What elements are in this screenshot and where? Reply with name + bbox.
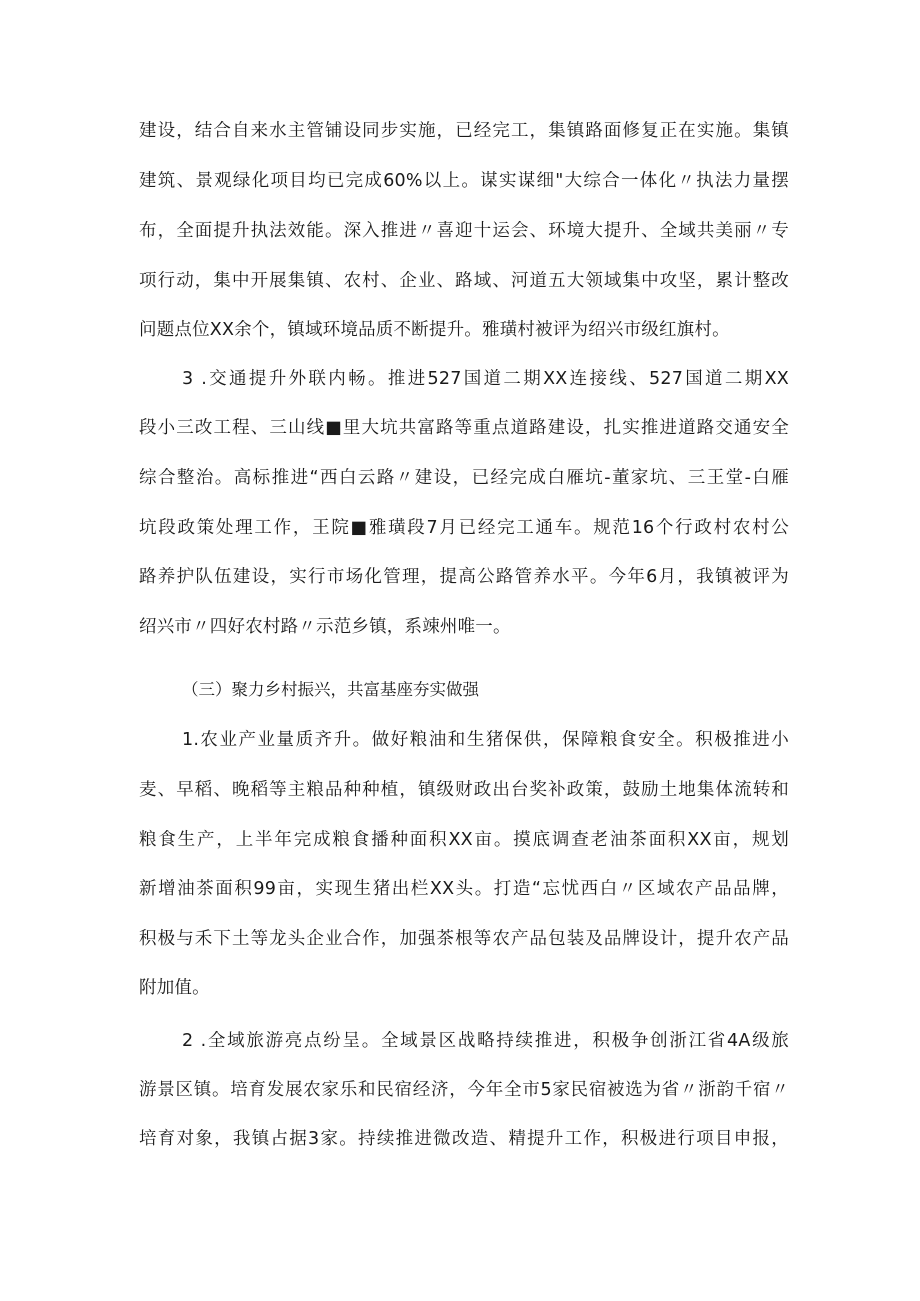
p2-line-4: 坑段政策处理工作，王院■雅璜段7月已经完工通车。规范16个行政村农村公 <box>139 518 789 538</box>
p4-line-3: 培育对象，我镇占据3家。持续推进微改造、精提升工作，积极进行项目申报， <box>139 1129 789 1149</box>
p2-line-3: 综合整治。高标推进“西白云路〃建设，已经完成白雁坑-董家坑、三王堂-白雁 <box>139 468 789 488</box>
p3-line-1: 1.农业产业量质齐升。做好粮油和生猪保供，保障粮食安全。积极推进小 <box>182 730 789 750</box>
p3-line-4: 新增油茶面积99亩，实现生猪出栏XX头。打造“忘忧西白〃区域农产品品牌， <box>139 879 789 899</box>
p2-line-2: 段小三改工程、三山线■里大坑共富路等重点道路建设，扎实推进道路交通安全 <box>139 418 789 438</box>
p1-line-1: 建设，结合自来水主管铺设同步实施，已经完工，集镇路面修复正在实施。集镇 <box>139 121 789 141</box>
p1-line-5: 问题点位XX余个，镇域环境品质不断提升。雅璜村被评为绍兴市级红旗村。 <box>139 320 730 340</box>
p4-line-2: 游景区镇。培育发展农家乐和民宿经济，今年全市5家民宿被选为省〃浙韵千宿〃 <box>139 1080 789 1100</box>
p3-line-2: 麦、早稻、晚稻等主粮品种种植，镇级财政出台奖补政策，鼓励土地集体流转和 <box>139 780 789 800</box>
section-heading: （三）聚力乡村振兴，共富基座夯实做强 <box>182 680 479 699</box>
p2-line-1: 3 .交通提升外联内畅。推进527国道二期XX连接线、527国道二期XX <box>182 369 789 389</box>
p1-line-3: 布，全面提升执法效能。深入推进〃喜迎十运会、环境大提升、全域共美丽〃专 <box>139 221 789 241</box>
p4-line-1: 2 .全域旅游亮点纷呈。全域景区战略持续推进，积极争创浙江省4A级旅 <box>182 1031 789 1051</box>
p2-line-6: 绍兴市〃四好农村路〃示范乡镇，系竦州唯一。 <box>139 617 511 637</box>
p3-line-5: 积极与禾下土等龙头企业合作，加强茶根等农产品包装及品牌设计，提升农产品 <box>139 929 789 949</box>
p1-line-4: 项行动，集中开展集镇、农村、企业、路域、河道五大领域集中攻坚，累计整改 <box>139 271 789 291</box>
p3-line-3: 粮食生产，上半年完成粮食播种面积XX亩。摸底调查老油茶面积XX亩，规划 <box>139 830 789 850</box>
p2-line-5: 路养护队伍建设，实行市场化管理，提高公路管养水平。今年6月，我镇被评为 <box>139 567 789 587</box>
p1-line-2: 建筑、景观绿化项目均已完成60%以上。谋实谋细"大综合一体化〃执法力量摆 <box>139 171 789 191</box>
p3-line-6: 附加值。 <box>139 978 210 998</box>
